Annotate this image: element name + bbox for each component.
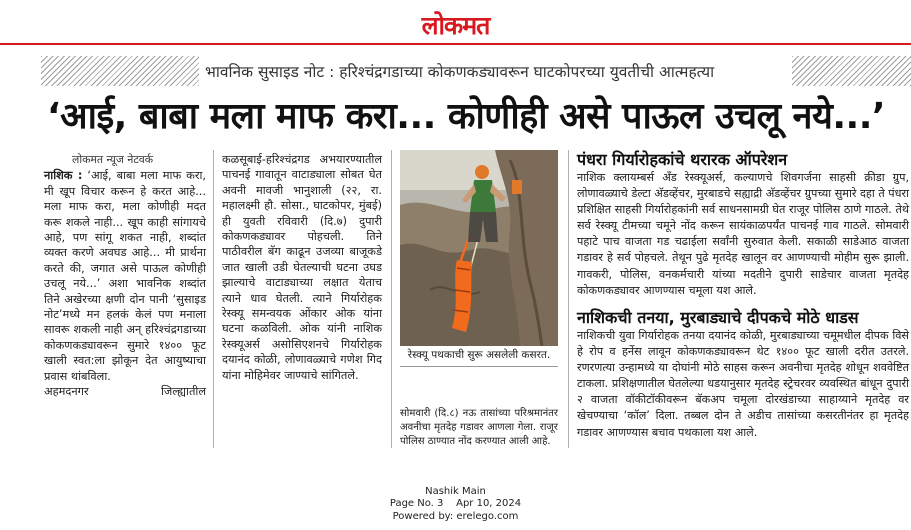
headline: ‘आई, बाबा मला माफ करा... कोणीही असे पाऊल उचलू नये...’ xyxy=(47,96,886,137)
caption-divider xyxy=(400,366,558,367)
kicker-hatch-right xyxy=(792,56,911,86)
page-footer xyxy=(0,486,911,523)
column-divider xyxy=(391,150,392,448)
masthead-rule xyxy=(0,43,911,45)
article-paragraph-2: अहमदनगर जिल्ह्यातील xyxy=(44,385,206,399)
sidebar-text-courage: नाशिकची युवा गिर्यारोहक तनया दयानंद कोळी, मुरबाड्याच्या चमूमधील दीपक विसे हे रोप व हर्नेस लावून कोकणकड्यावरून थेट १४०० फूट खाली दरीत उतरले. रणरणत्या उन्हामध्ये या दोघांनी मोठे साहस करून अवनीचा मृतदेह शोधून शववेष्टित टाकला. प्रशिक्षणातील घेतलेल्या धडयानुसार मृतदेह स्ट्रेचरवर व्यवस्थित बांधून दुपारी २ वाजता वॉकीटॉकीवरून बॅकअप चमूला दोरखंडाच्या साहाय्याने मृतदेह वर खेचण्याचा ‘कॉल’ दिला. तब्बल दोन ते अडीच तासांच्या कसरतीनंतर हा मृतदेह गडावर आणण्यास बचाव पथकाला यश आले. xyxy=(577,329,909,439)
sidebar-heading-courage: नाशिकची तनया, मुरबाड्याचे दीपकचे मोठे धाडस xyxy=(577,308,859,327)
article-paragraph-1 xyxy=(44,168,206,384)
kicker-hatch-left xyxy=(41,56,199,86)
footer-page-date: Page No. 3 Apr 10, 2024 xyxy=(389,498,522,510)
newspaper-logo: लोकमत xyxy=(421,11,490,40)
footer-edition: Nashik Main xyxy=(425,486,486,497)
article-column-3 xyxy=(400,407,558,449)
photo-caption: रेस्क्यू पथकाची सुरू असलेली कसरत. xyxy=(407,349,551,361)
rescue-photo xyxy=(400,150,558,346)
masthead xyxy=(0,0,911,44)
sidebar-operation xyxy=(577,150,909,299)
article-column-1 xyxy=(44,152,206,400)
article-text-1: ‘आई, बाबा मला माफ करा, मी खूप विचार करून हे करत आहे... मला माफ करा, मला कोणीही मदत करू शकले नाही... खूप काही सांगायचे आहे, पण सांगू शकत नाही, शब्दांत व्यक्त करणे अवघड आहे... मी प्रार्थना करते की, जगात असे पाऊल कोणीही उचलू नये...’ अशा भावनिक शब्दांत तिने अखेरच्या क्षणी दोन पानी ‘सुसाइड नोट’मध्ये मन हलकं केलं पण मनाला सावरू शकली नाही अन् हरिश्चंद्रगडाच्या कोकणकड्यावरून सुमारे १४०० फूट खाली स्वत:ला झोकून देत आयुष्याचा प्रवास थांबविला. xyxy=(44,169,206,383)
rescue-photo-illustration xyxy=(400,150,558,346)
sidebar-courage xyxy=(577,308,909,441)
byline: लोकमत न्यूज नेटवर्क xyxy=(72,153,154,166)
dateline: नाशिक : xyxy=(44,169,83,183)
column-divider xyxy=(213,150,214,448)
column-divider xyxy=(568,150,569,448)
footer-powered-by: Powered by: erelego.com xyxy=(392,510,519,522)
kicker: भावनिक सुसाइड नोट : हरिश्चंद्रगडाच्या कोकणकड्यावरून घाटकोपरच्या युवतीची आत्महत्या xyxy=(205,63,715,81)
sidebar-text-operation: नाशिक क्लायम्बर्स अँड रेस्क्यूअर्स, कल्याणचे शिवगर्जना साहसी क्रीडा ग्रुप, लोणावळ्याचे डेल्टा अ‍ॅडव्हेंचर, मुरबाडचे सह्याद्री अ‍ॅडव्हेंचर ग्रुपच्या सुमारे दहा ते पंधरा प्रशिक्षित साहसी गिर्यारोहकांनी सर्व साधनसामग्री घेत राजूर पोलिस ठाणे गाठले. तेथे सर्व रेस्क्यू टीमच्या चमूने नोंद करून सायंकाळपर्यंत पाचनई गाव गाठले. सोमवारी पहाटे पाच वाजता गड चढाईला सर्वांनी सुरुवात केली. सकाळी साडेआठ वाजता गडावर हे सर्व पोहचले. तेथून पुढे मृतदेह खालून वर आणण्याची मोहीम सुरू झाली. गावकरी, पोलिस, वनकर्मचारी यांच्या मदतीने दुपारी साडेचार वाजता मृतदेह कोकणकड्यावर आणण्यास चमूला यश आले. xyxy=(577,171,909,297)
article-column-2 xyxy=(222,152,382,383)
article-text-3: सोमवारी (दि.८) नऊ तासांच्या परिश्रमानंतर अवनीचा मृतदेह गडावर आणला गेला. राजूर पोलिस ठाण्यात नोंद करण्यात आली आहे. xyxy=(400,408,558,447)
article-text-2: कळसूबाई-हरिश्चंद्रगड अभयारण्यातील पाचनई गावातून वाटाड्याला सोबत घेत अवनी मावजी भानुशाली (२२, रा. महालक्ष्मी हौ. सोसा., घाटकोपर, मुंबई) ही युवती रविवारी (दि.७) दुपारी कोकणकड्यावर पोहचली. तिने पाठीवरील बॅग काढून उजव्या बाजूकडे जात खाली उडी घेतल्याची घटना उघड झाल्याचे वाटाड्याच्या लक्षात येताच त्याने धाव घेतली. त्याने गिर्यारोहक रेस्क्यू समन्वयक ओंकार ओक यांना घटना कळविली. ओक यांनी नाशिक रेस्क्यूअर्स असोसिएशनचे गिर्यारोहक दयानंद कोळी, लोणावळ्याचे गणेश गिद यांना मोहिमेवर जाण्याचे सांगितले. xyxy=(222,153,382,382)
sidebar-heading-operation: पंधरा गिर्यारोहकांचे थरारक ऑपरेशन xyxy=(577,150,788,169)
